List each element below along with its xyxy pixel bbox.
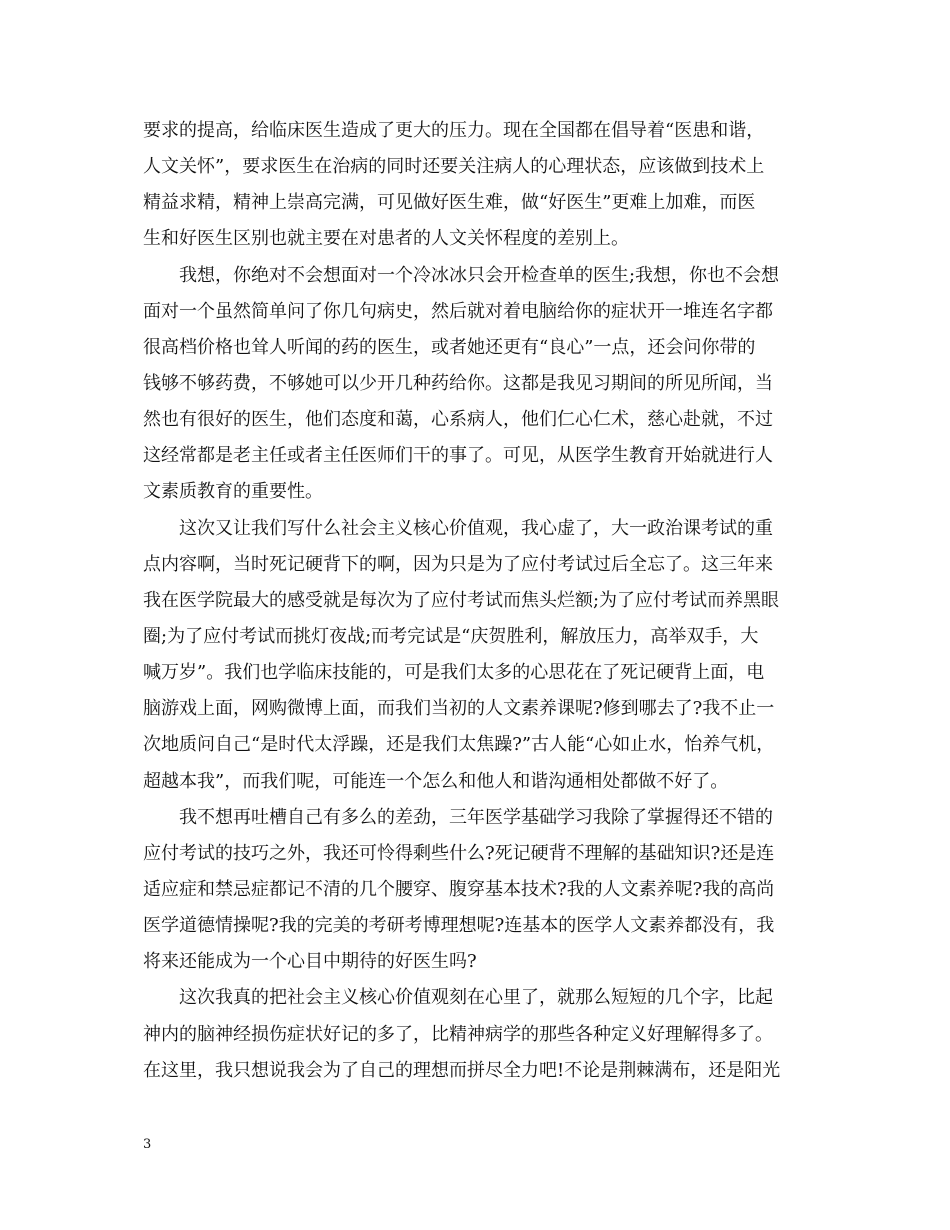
text-line: 这经常都是老主任或者主任医师们干的事了。可见，从医学生教育开始就进行人: [143, 445, 773, 467]
text-line: 我在医学院最大的感受就是每次为了应付考试而焦头烂额;为了应付考试而养黑眼: [143, 589, 780, 611]
text-line: 面对一个虽然简单问了你几句病史，然后就对着电脑给你的症状开一堆连名字都: [143, 300, 773, 322]
paragraph: [143, 980, 811, 1088]
text-line: 超越本我”，而我们呢，可能连一个怎么和他人和谐沟通相处都做不好了。: [143, 770, 729, 792]
text-line: 应付考试的技巧之外，我还可怜得剩些什么?死记硬背不理解的基础知识?还是连: [143, 842, 775, 864]
text-line: 我想，你绝对不会想面对一个冷冰冰只会开检查单的医生;我想，你也不会想: [179, 264, 780, 286]
paragraph: [143, 800, 811, 981]
text-line: 喊万岁”。我们也学临床技能的，可是我们太多的心思花在了死记硬背上面，电: [143, 662, 765, 684]
text-line: 然也有很好的医生，他们态度和蔼，心系病人，他们仁心仁术，慈心赴就，不过: [143, 409, 773, 431]
text-line: 医学道德情操呢?我的完美的考研考博理想呢?连基本的医学人文素养都没有，我: [143, 915, 775, 937]
text-line: 很高档价格也耸人听闻的药的医生，或者她还更有“良心”一点，还会问你带的: [143, 336, 756, 358]
text-line: 我不想再吐槽自己有多么的差劲，三年医学基础学习我除了掌握得还不错的: [179, 806, 773, 828]
text-line: 要求的提高，给临床医生造成了更大的压力。现在全国都在倡导着“医患和谐，: [143, 120, 765, 141]
page-number: 3: [143, 1137, 152, 1152]
text-line: 生和好医生区别也就主要在对患者的人文关怀程度的差别上。: [143, 228, 629, 250]
text-line: 将来还能成为一个心目中期待的好医生吗?: [143, 951, 477, 973]
paragraph: [143, 258, 811, 511]
text-line: 文素质教育的重要性。: [143, 481, 323, 503]
text-line: 圈;为了应付考试而挑灯夜战;而考完试是“庆贺胜利，解放压力，高举双手，大: [143, 625, 759, 647]
text-line: 次地质问自己“是时代太浮躁，还是我们太焦躁?”古人能“心如止水，怡养气机，: [143, 734, 775, 756]
text-line: 人文关怀”，要求医生在治病的同时还要关注病人的心理状态，应该做到技术上: [143, 156, 765, 178]
text-line: 点内容啊，当时死记硬背下的啊，因为只是为了应付考试过后全忘了。这三年来: [143, 553, 773, 575]
text-line: 这次又让我们写什么社会主义核心价值观，我心虚了，大一政治课考试的重: [179, 517, 773, 539]
paragraph: [143, 511, 811, 800]
text-line: 在这里，我只想说我会为了自己的理想而拼尽全力吧!不论是荆棘满布，还是阳光: [143, 1059, 781, 1081]
text-line: 神内的脑神经损伤症状好记的多了，比精神病学的那些各种定义好理解得多了。: [143, 1023, 773, 1045]
text-line: 钱够不够药费，不够她可以少开几种药给你。这都是我见习期间的所见所闻，当: [143, 372, 773, 394]
text-line: 这次我真的把社会主义核心价值观刻在心里了，就那么短短的几个字，比起: [179, 987, 773, 1009]
body-text: [143, 113, 811, 1089]
paragraph: [143, 113, 811, 258]
text-line: 脑游戏上面，网购微博上面，而我们当初的人文素养课呢?修到哪去了?我不止一: [143, 698, 775, 720]
text-line: 适应症和禁忌症都记不清的几个腰穿、腹穿基本技术?我的人文素养呢?我的高尚: [143, 878, 775, 900]
text-line: 精益求精，精神上崇高完满，可见做好医生难，做“好医生”更难上加难，而医: [143, 192, 756, 214]
